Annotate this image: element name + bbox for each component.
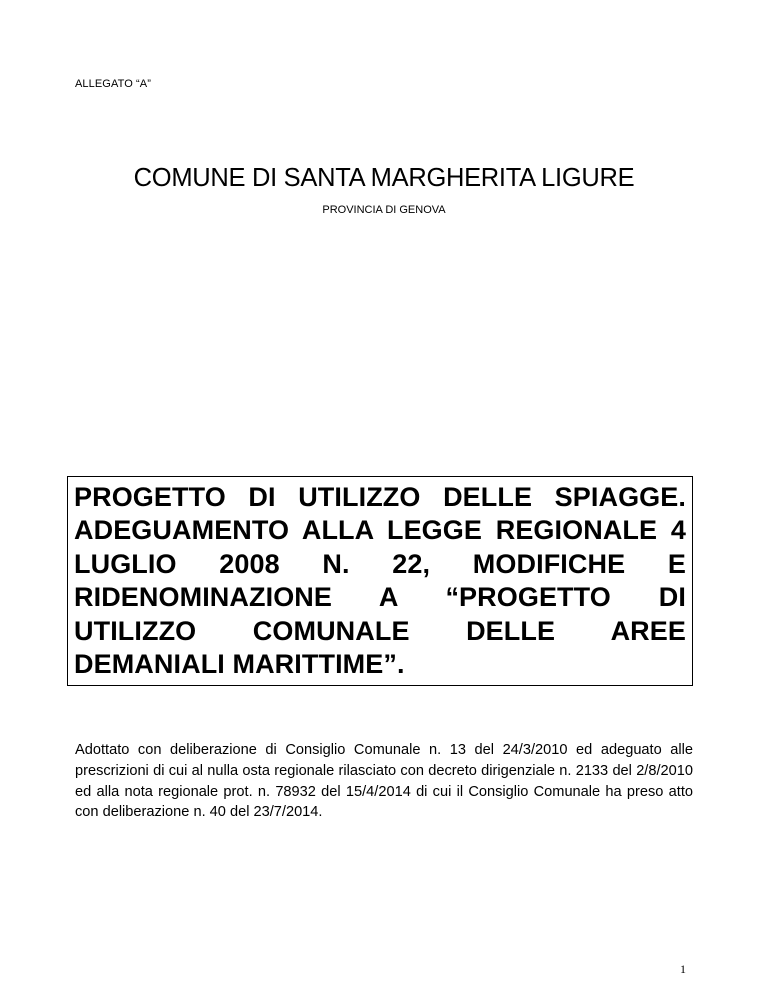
document-title: PROGETTO DI UTILIZZO DELLE SPIAGGE. ADEGUAMENTO ALLA LEGGE REGIONALE 4 LUGLIO 2008 N. 22, MODIFICHE E RIDENOMINAZIONE A “PROGETTO DI UTILIZZO COMUNALE DELLE AREE DEMANIALI MARITTIME”. [74,482,686,680]
page-number: 1 [680,962,686,976]
title-box [67,476,693,686]
province-name: PROVINCIA DI GENOVA [322,204,446,216]
annex-label: ALLEGATO “A” [75,78,151,90]
adoption-note: Adottato con deliberazione di Consiglio Comunale n. 13 del 24/3/2010 ed adeguato alle prescrizioni di cui al nulla osta regionale rilasciato con decreto dirigenziale n. 2133 del 2/8/2010 ed alla nota regionale prot. n. 78932 del 15/4/2014 di cui il Consiglio Comunale ha preso atto con deliberazione n. 40 del 23/7/2014. [75,742,693,821]
municipality-name: COMUNE DI SANTA MARGHERITA LIGURE [133,164,635,192]
